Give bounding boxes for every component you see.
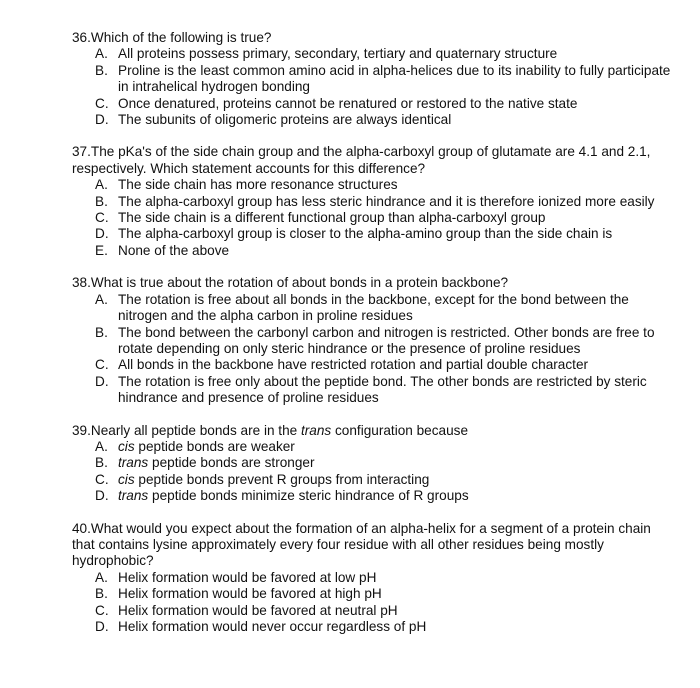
question-stem: [72, 521, 676, 570]
option-letter: B.: [95, 455, 108, 471]
option-text: The bond between the carbonyl carbon and nitrogen is restricted. Other bonds are free to rotate depending on only steric hindrance or the presence of proline residues: [118, 324, 655, 356]
option-text: None of the above: [118, 242, 230, 258]
answer-option-d[interactable]: [95, 619, 676, 635]
option-text: peptide bonds minimize steric hindrance of R groups: [148, 488, 469, 504]
answer-option-d[interactable]: [95, 226, 676, 242]
option-text: peptide bonds are weaker: [134, 438, 295, 454]
question-39: [72, 423, 676, 505]
option-letter: C.: [95, 95, 109, 111]
option-text-wrap: [118, 472, 676, 488]
question-text: What would you expect about the formation of an alpha-helix for a segment of a protein chain that contains lysine approximately every four residue with all other residues being mostly hydrophobic?: [72, 520, 651, 569]
option-text: Proline is the least common amino acid in alpha-helices due to its inability to fully participate in intrahelical hydrogen bonding: [118, 62, 671, 95]
option-text: The alpha-carboxyl group is closer to the alpha-amino group than the side chain is: [118, 226, 613, 242]
question-number: 40.: [72, 520, 91, 536]
question-number: 38.: [72, 275, 91, 291]
question-text: The pKa's of the side chain group and the alpha-carboxyl group of glutamate are 4.1 and 2.1, respectively. Which statement accounts for this difference?: [72, 144, 651, 176]
answer-option-d[interactable]: [95, 112, 676, 128]
option-letter: C.: [95, 602, 109, 618]
option-text-wrap: [118, 455, 676, 471]
question-40: [72, 521, 676, 636]
option-text-wrap: [118, 488, 676, 504]
question-stem: [72, 275, 676, 291]
option-text: All proteins possess primary, secondary, tertiary and quaternary structure: [118, 46, 558, 62]
question-stem: [72, 144, 676, 177]
option-letter: B.: [95, 62, 108, 78]
question-stem: [72, 30, 676, 46]
option-letter: B.: [95, 193, 108, 209]
answer-option-a[interactable]: [95, 46, 676, 62]
question-37: [72, 144, 676, 259]
option-letter: B.: [95, 586, 108, 602]
option-letter: E.: [95, 242, 108, 258]
answer-option-a[interactable]: [95, 177, 676, 193]
answer-option-c[interactable]: [95, 96, 676, 112]
question-36: [72, 30, 676, 128]
answer-option-b[interactable]: [95, 586, 676, 602]
question-number: 39.: [72, 422, 91, 438]
answer-option-a[interactable]: [95, 292, 676, 325]
option-text-italic: trans: [118, 455, 149, 471]
answer-options: [72, 46, 676, 128]
question-38: [72, 275, 676, 406]
option-text: peptide bonds prevent R groups from interacting: [134, 471, 430, 487]
option-letter: A.: [95, 569, 108, 585]
option-text-italic: cis: [118, 471, 135, 487]
option-text: The side chain is a different functional group than alpha-carboxyl group: [118, 210, 546, 226]
answer-options: [72, 177, 676, 259]
option-letter: C.: [95, 210, 109, 226]
option-letter: A.: [95, 46, 108, 62]
option-letter: A.: [95, 438, 108, 454]
option-text-italic: trans: [118, 488, 149, 504]
question-text-italic: trans: [301, 422, 332, 438]
question-text: Which of the following is true?: [90, 30, 272, 45]
option-text: The rotation is free about all bonds in the backbone, except for the bond between the nitrogen and the alpha carbon in proline residues: [118, 291, 629, 324]
answer-option-c[interactable]: [95, 603, 676, 619]
answer-option-b[interactable]: [95, 455, 676, 471]
answer-options: [72, 292, 676, 407]
question-text: What is true about the rotation of about bonds in a protein backbone?: [90, 275, 509, 291]
answer-option-b[interactable]: [95, 63, 676, 96]
answer-options: [72, 439, 676, 505]
option-text: Helix formation would be favored at low pH: [118, 569, 377, 585]
option-letter: D.: [95, 112, 109, 128]
question-number: 36.: [72, 30, 91, 45]
option-text: The alpha-carboxyl group has less steric hindrance and it is therefore ionized more easily: [118, 193, 655, 209]
option-letter: D.: [95, 226, 109, 242]
option-text: Once denatured, proteins cannot be renatured or restored to the native state: [118, 95, 578, 111]
question-text-end: configuration because: [331, 422, 469, 438]
answer-options: [72, 570, 676, 636]
option-text-wrap: [118, 439, 676, 455]
answer-option-e[interactable]: [95, 243, 676, 259]
option-text: Helix formation would be favored at neutral pH: [118, 602, 398, 618]
option-letter: A.: [95, 291, 108, 307]
option-text: Helix formation would never occur regardless of pH: [118, 619, 427, 634]
option-letter: C.: [95, 471, 109, 487]
option-letter: D.: [95, 373, 109, 389]
question-number: 37.: [72, 144, 91, 160]
answer-option-d[interactable]: [95, 488, 676, 504]
answer-option-c[interactable]: [95, 210, 676, 226]
option-text: All bonds in the backbone have restricted rotation and partial double character: [118, 357, 589, 373]
question-text-start: Nearly all peptide bonds are in the: [90, 422, 301, 438]
option-letter: C.: [95, 357, 109, 373]
answer-option-c[interactable]: [95, 472, 676, 488]
option-text-italic: cis: [118, 438, 135, 454]
option-letter: A.: [95, 177, 108, 193]
answer-option-a[interactable]: [95, 570, 676, 586]
option-text: The side chain has more resonance structures: [118, 177, 398, 193]
option-text: The rotation is free only about the peptide bond. The other bonds are restricted by steric hindrance and presence of proline residues: [118, 373, 647, 406]
question-stem: [72, 423, 676, 439]
option-text: The subunits of oligomeric proteins are always identical: [118, 112, 452, 128]
option-letter: D.: [95, 619, 109, 634]
option-text: peptide bonds are stronger: [148, 455, 315, 471]
option-letter: D.: [95, 488, 109, 504]
answer-option-a[interactable]: [95, 439, 676, 455]
answer-option-b[interactable]: [95, 194, 676, 210]
option-text: Helix formation would be favored at high pH: [118, 586, 382, 602]
option-letter: B.: [95, 324, 108, 340]
answer-option-c[interactable]: [95, 357, 676, 373]
answer-option-b[interactable]: [95, 325, 676, 358]
answer-option-d[interactable]: [95, 374, 676, 407]
